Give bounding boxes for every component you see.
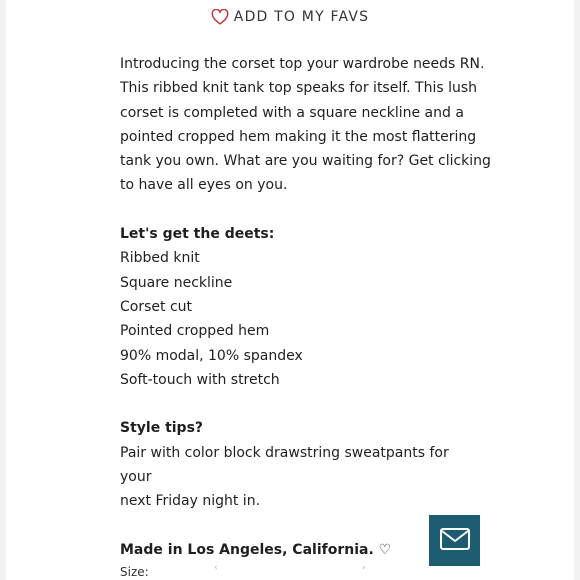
- deets-item: Soft-touch with stretch: [120, 371, 280, 388]
- left-edge-strip: [0, 0, 6, 580]
- intro-line: to have all eyes on you.: [120, 177, 288, 194]
- right-edge-strip: [574, 0, 580, 580]
- add-to-favs-button[interactable]: [0, 6, 580, 28]
- deets-heading: Let's get the deets:: [120, 226, 275, 243]
- product-description: [120, 52, 491, 562]
- intro-line: This ribbed knit tank top speaks for itself. This lush: [120, 80, 478, 97]
- size-next-chevron-icon[interactable]: ›: [362, 563, 366, 573]
- intro-line: corset is completed with a square neckline and a: [120, 104, 464, 121]
- spacer: [120, 392, 460, 416]
- size-prev-chevron-icon[interactable]: ‹: [214, 563, 218, 573]
- spacer: [120, 514, 460, 538]
- style-tip-line: next Friday night in.: [120, 493, 261, 510]
- heart-outline-icon: [211, 9, 229, 25]
- size-label: Size:: [120, 565, 149, 579]
- envelope-icon: [439, 527, 471, 555]
- style-tips-heading: Style tips?: [120, 420, 204, 437]
- deets-item: Corset cut: [120, 298, 193, 315]
- intro-paragraph: [120, 52, 491, 198]
- intro-line: Introducing the corset top your wardrobe needs RN.: [120, 56, 485, 72]
- deets-item: Square neckline: [120, 274, 233, 291]
- add-to-favs-label: ADD TO MY FAVS: [233, 9, 370, 25]
- contact-mail-button[interactable]: [429, 515, 480, 566]
- made-in-text: Made in Los Angeles, California. ♡: [120, 541, 392, 558]
- deets-item: Pointed cropped hem: [120, 323, 270, 340]
- intro-line: tank you own. What are you waiting for? Get clicking: [120, 153, 491, 170]
- deets-item: Ribbed knit: [120, 250, 200, 267]
- style-tip-line: Pair with color block drawstring sweatpants for your: [120, 444, 449, 486]
- intro-line: pointed cropped hem making it the most flattering: [120, 128, 477, 145]
- deets-item: 90% modal, 10% spandex: [120, 347, 303, 364]
